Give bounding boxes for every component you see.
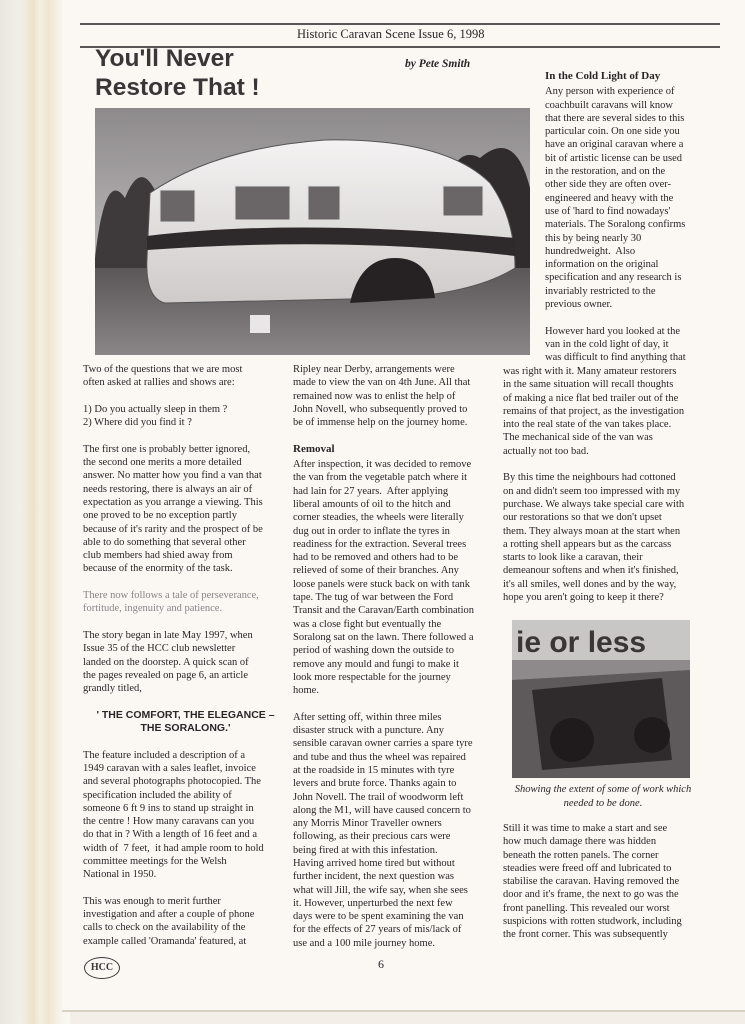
- paragraph: Any person with experience of coachbuilt caravans will know that there are several sides to this particular coin. On one side you have an original caravan where a bit of artistic license can be used in the restoration, and on the other side they are often over- engineered and heavy with the use of 'hard to find nowadays' materials. The Soralong confirms this by being nearly 30 hundredweight. Also information on the original specification and any research is invariably restricted to the previous owner.: [545, 86, 686, 311]
- byline: by Pete Smith: [405, 58, 471, 70]
- pull-quote: ' THE COMFORT, THE ELEGANCE – THE SORALONG.': [96, 708, 275, 735]
- paragraph: However hard you looked at the van in the cold light of day, it was difficult to find anything that: [545, 325, 686, 364]
- paragraph: By this time the neighbours had cottoned on and didn't seem too impressed with my purchase. We always take special care with our restorations so that we don't upset them. They always moan at the start when a rotting shell appears but as the carcass starts to look like a caravan, their demeanour softens and when it's finished, it's all smiles, well dones and by the way, hope you aren't going to keep it there?: [503, 472, 685, 604]
- paragraph: The feature included a description of a 1949 caravan with a sales leaflet, invoice and several photographs photocopied. The specification included the ability of someone 6 ft 9 ins to stand up straight in the centre ! How many caravans can you do that in ? With a length of 16 feet and a width of 7 feet, it had ample room to hold committee meetings for the Welsh National in 1950.: [83, 749, 264, 881]
- bucket: [250, 315, 270, 333]
- paragraph: Ripley near Derby, arrangements were made to view the van on 4th June. All that remained now was to enlist the help of John Novell, who subsequently proved to be of immense help on the journey home.: [293, 364, 471, 429]
- caravan-window: [443, 186, 483, 216]
- caravan-window: [160, 190, 195, 222]
- paragraph: After setting off, within three miles disaster struck with a puncture. Any sensible caravan owner carries a spare tyre and tube and thus the wheel was repaired at the roadside in 15 minutes with tyre levers and brute force. Thanks again to John Novell. The trail of woodworm left along the M1, will have caused concern to any Morris Minor Traveller owners following, as their precious cars were being fired at with this infestation. Having arrived home tired but without further incident, the next question was what will Jill, the wife say, when she sees it. However, unperturbed the next few days were to be spent examining the van for the effects of 27 years of mis/lack of use and a 100 mile journey home.: [293, 711, 473, 949]
- paragraph: was right with it. Many amateur restorers in the same situation will recall thoughts of making a nice flat bed trailer out of the remains of that project, as the investigation into the real state of the van takes place. The mechanical side of the van was actually not too bad.: [503, 366, 685, 457]
- caravan-photo: [95, 108, 530, 355]
- caravan-window: [235, 186, 290, 220]
- title-line: Restore That !: [95, 74, 260, 101]
- running-head: Historic Caravan Scene Issue 6, 1998: [297, 27, 485, 41]
- paragraph: 1) Do you actually sleep in them ? 2) Where did you find it ?: [83, 403, 228, 429]
- caravan-window: [308, 186, 340, 220]
- column-3-bottom: [503, 365, 713, 618]
- paragraph: Still it was time to make a start and see how much damage there was hidden beneath the rotten panels. The corner steadies were freed off and lubricated to stabilise the caravan. Having removed the door and it's frame, the next to go was the front panelling. This revealed our worst suspicions with rotten studwork, including the front corner. This was subsequently: [503, 823, 682, 941]
- paragraph: Two of the questions that we are most often asked at rallies and shows are:: [83, 364, 243, 389]
- damage-photo: [512, 620, 690, 778]
- photo-caption: Showing the extent of some of work which needed to be done.: [514, 784, 692, 809]
- page-edge: [0, 0, 70, 1024]
- paragraph: There now follows a tale of perseverance, fortitude, ingenuity and patience.: [83, 590, 259, 615]
- paragraph: The first one is probably better ignored, the second one merits a more detailed answer. No matter how you find a van that needs restoring, there is always an air of expectation as you arrange a viewing. This one proved to be no exception partly because of it's rarity and the prospect of be able to do something that several other club members had shied away from because of the enormity of the task.: [83, 443, 263, 575]
- header-rule-top: [80, 23, 720, 25]
- paragraph: This was enough to merit further investigation and after a couple of phone calls to check on the availability of the example called 'Oramanda' featured, at: [83, 895, 255, 947]
- page-number: 6: [378, 957, 384, 971]
- title-line: You'll Never: [95, 45, 234, 72]
- sign-text: ie or less: [516, 626, 647, 659]
- section-heading: In the Cold Light of Day: [545, 70, 661, 82]
- hcc-logo: HCC: [84, 957, 120, 979]
- column-2: [293, 363, 498, 963]
- column-3-end: [503, 822, 713, 955]
- paragraph: The story began in late May 1997, when Issue 35 of the HCC club newsletter landed on the doorstep. A quick scan of the pages revealed on page 6, an article grandly titled,: [83, 629, 253, 695]
- paragraph: After inspection, it was decided to remove the van from the vegetable patch where it had lain for 27 years. After applying liberal amounts of oil to the hitch and corner steadies, the wheels were literally dug out in order to inflate the tyres in readiness for the extraction. Several trees had to be removed and others had to be relieved of some of their branches. Any loose panels were stuck back on with tank tape. The tug of war between the Ford Transit and the Caravan/Earth combination was a close fight but eventually the Soralong sat on the lawn. There followed a period of washing down the outside to remove any mould and fungi to make it look more respectable for the journey home.: [293, 459, 474, 697]
- column-3-top: [545, 70, 710, 365]
- article-title: [95, 44, 260, 102]
- column-1: [83, 363, 288, 961]
- section-heading: Removal: [293, 442, 335, 455]
